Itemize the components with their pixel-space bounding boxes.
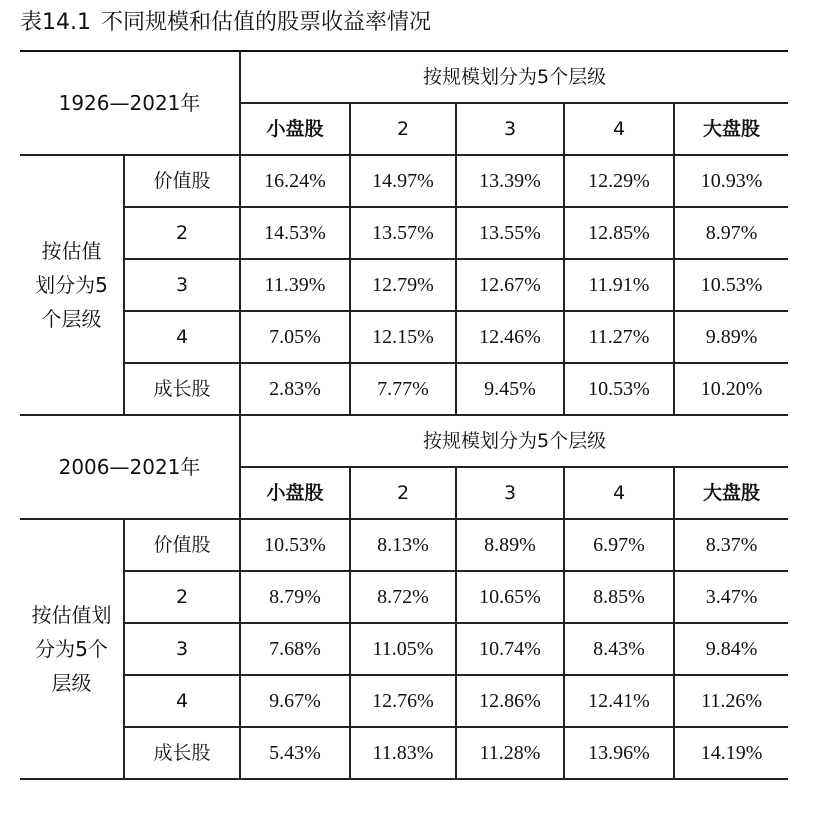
table-cell: 11.05%	[350, 623, 456, 675]
table-cell: 12.67%	[456, 259, 564, 311]
column-header: 2	[350, 467, 456, 519]
table-cell: 8.72%	[350, 571, 456, 623]
row-label: 3	[124, 259, 240, 311]
value-group-line: 按估值划	[31, 603, 112, 627]
column-header: 大盘股	[674, 103, 788, 155]
table-cell: 16.24%	[240, 155, 350, 207]
table-cell: 2.83%	[240, 363, 350, 415]
table-cell: 8.89%	[456, 519, 564, 571]
column-header: 4	[564, 467, 674, 519]
table-cell: 14.97%	[350, 155, 456, 207]
table-cell: 10.93%	[674, 155, 788, 207]
table-cell: 10.74%	[456, 623, 564, 675]
returns-table	[20, 50, 788, 780]
table-cell: 11.91%	[564, 259, 674, 311]
column-header: 大盘股	[674, 467, 788, 519]
value-group-line: 按估值	[41, 239, 102, 263]
column-header: 3	[456, 103, 564, 155]
table-cell: 11.27%	[564, 311, 674, 363]
table-cell: 8.79%	[240, 571, 350, 623]
table-cell: 8.13%	[350, 519, 456, 571]
size-group-label: 按规模划分为5个层级	[240, 51, 788, 103]
table-cell: 8.43%	[564, 623, 674, 675]
table-cell: 7.68%	[240, 623, 350, 675]
value-group-line: 层级	[51, 671, 92, 695]
row-label: 价值股	[124, 519, 240, 571]
table-cell: 13.39%	[456, 155, 564, 207]
table-cell: 9.89%	[674, 311, 788, 363]
table-cell: 12.41%	[564, 675, 674, 727]
table-cell: 7.77%	[350, 363, 456, 415]
table-cell: 12.86%	[456, 675, 564, 727]
table-cell: 9.84%	[674, 623, 788, 675]
table-cell: 14.19%	[674, 727, 788, 779]
table-cell: 13.55%	[456, 207, 564, 259]
table-title: 不同规模和估值的股票收益率情况	[101, 10, 432, 35]
value-group-line: 个层级	[41, 307, 102, 331]
table-cell: 10.53%	[564, 363, 674, 415]
size-group-label: 按规模划分为5个层级	[240, 415, 788, 467]
table-cell: 12.46%	[456, 311, 564, 363]
column-header: 小盘股	[240, 467, 350, 519]
value-group-label	[20, 519, 124, 779]
table-cell: 11.28%	[456, 727, 564, 779]
table-cell: 10.53%	[240, 519, 350, 571]
table-cell: 9.45%	[456, 363, 564, 415]
table-cell: 10.20%	[674, 363, 788, 415]
table-cell: 12.76%	[350, 675, 456, 727]
row-label: 4	[124, 311, 240, 363]
row-label: 价值股	[124, 155, 240, 207]
column-header: 4	[564, 103, 674, 155]
column-header: 3	[456, 467, 564, 519]
table-number: 表14.1	[20, 10, 91, 35]
table-cell: 12.29%	[564, 155, 674, 207]
period-label: 1926—2021年	[20, 51, 240, 155]
row-label: 3	[124, 623, 240, 675]
table-cell: 6.97%	[564, 519, 674, 571]
table-cell: 11.83%	[350, 727, 456, 779]
table-cell: 13.57%	[350, 207, 456, 259]
value-group-label	[20, 155, 124, 415]
table-cell: 10.65%	[456, 571, 564, 623]
table-cell: 13.96%	[564, 727, 674, 779]
table-caption	[20, 8, 431, 38]
table-cell: 12.79%	[350, 259, 456, 311]
table-cell: 9.67%	[240, 675, 350, 727]
table-cell: 3.47%	[674, 571, 788, 623]
value-group-line: 分为5个	[35, 637, 108, 661]
row-label: 4	[124, 675, 240, 727]
table-cell: 5.43%	[240, 727, 350, 779]
table-cell: 8.37%	[674, 519, 788, 571]
row-label: 2	[124, 571, 240, 623]
table-cell: 11.39%	[240, 259, 350, 311]
table-cell: 11.26%	[674, 675, 788, 727]
column-header: 2	[350, 103, 456, 155]
value-group-line: 划分为5	[35, 273, 108, 297]
table-cell: 8.97%	[674, 207, 788, 259]
row-label: 成长股	[124, 727, 240, 779]
row-label: 2	[124, 207, 240, 259]
table-cell: 10.53%	[674, 259, 788, 311]
period-label: 2006—2021年	[20, 415, 240, 519]
table-cell: 8.85%	[564, 571, 674, 623]
table-cell: 12.85%	[564, 207, 674, 259]
column-header: 小盘股	[240, 103, 350, 155]
table-cell: 12.15%	[350, 311, 456, 363]
table-cell: 7.05%	[240, 311, 350, 363]
table-cell: 14.53%	[240, 207, 350, 259]
row-label: 成长股	[124, 363, 240, 415]
